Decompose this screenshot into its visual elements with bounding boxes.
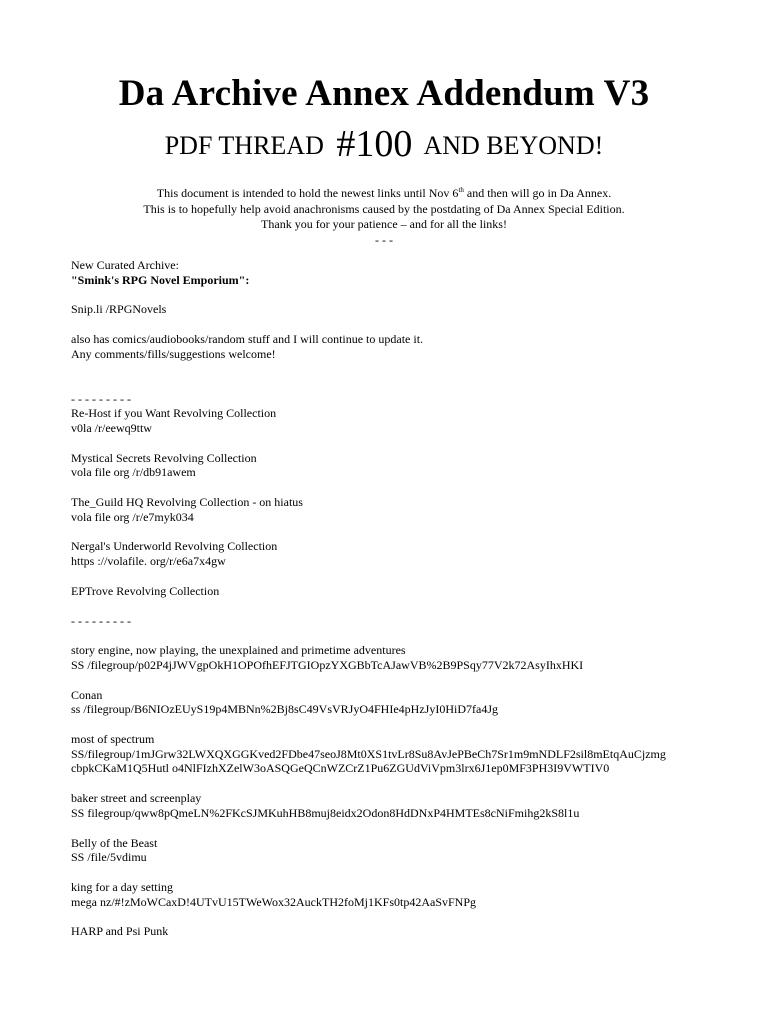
intro-line-1-text: This document is intended to hold the newest links until Nov 6 (156, 186, 459, 200)
ordinal-suffix: th (458, 186, 464, 194)
collection-name: Re-Host if you Want Revolving Collection (71, 406, 277, 421)
collection-name: EPTrove Revolving Collection (71, 583, 220, 598)
entry-link[interactable]: SS /filegroup/p02P4jJWVgpOkH1OPOfhEFJTGIOpzYXGBbTcAJawVB%2B9PSqy77V2k72AsyIhxHKI (71, 657, 584, 672)
subtitle-prefix: PDF THREAD (164, 131, 324, 160)
document-body (71, 258, 751, 939)
intro-line-3: Thank you for your patience – and for all the links! (261, 217, 507, 231)
collection-name: Mystical Secrets Revolving Collection (71, 450, 257, 465)
collection-name: Nergal's Underworld Revolving Collection (71, 539, 278, 554)
intro-divider: - - - (375, 232, 393, 247)
entry-link[interactable]: SS filegroup/qww8pQmeLN%2FKcSJMKuhHB8muj8eidx2Odon8HdDNxP4HMTEs8cNiFmihg2kS8l1u (71, 805, 580, 820)
entry-name: king for a day setting (71, 879, 173, 894)
entry-link[interactable]: ss /filegroup/B6NIOzEUyS19p4MBNn%2Bj8sC49VsVRJyO4FHIe4pHzJyI0HiD7fa4Jg (71, 702, 498, 717)
entry-link[interactable]: cbpkCKaM1Q5Hutl o4NlFIzhXZelW3oASQGeQCnWZCrZ1Pu6ZGUdViVpm3lrx6J1ep0MF3PH3I9VWTIV0 (71, 761, 610, 776)
curated-archive-link[interactable]: Snip.li /RPGNovels (71, 302, 167, 317)
collection-link[interactable]: v0la /r/eewq9ttw (71, 420, 152, 435)
entry-name: Conan (71, 687, 103, 702)
entry-link[interactable]: SS/filegroup/1mJGrw32LWXQXGGKved2FDbe47seoJ8Mt0XS1tvLr8Su8AvJePBeCh7Sr1m9mNDLF2sil8mEtqAuCjzmg (71, 746, 666, 761)
collection-name: The_Guild HQ Revolving Collection - on hiatus (71, 495, 303, 510)
curated-note: also has comics/audiobooks/random stuff and I will continue to update it. (71, 332, 424, 347)
document-subtitle (0, 124, 768, 166)
intro-line-1-end: and then will go in Da Annex. (463, 186, 612, 200)
curated-note: Any comments/fills/suggestions welcome! (71, 346, 276, 361)
section-divider: - - - - - - - - - (71, 391, 131, 406)
curated-label: New Curated Archive: (71, 258, 179, 272)
intro-block (0, 183, 768, 248)
entry-name: Belly of the Beast (71, 835, 158, 850)
entry-link[interactable]: SS /file/5vdimu (71, 850, 147, 865)
entry-name: HARP and Psi Punk (71, 924, 169, 939)
entry-name: story engine, now playing, the unexplained and primetime adventures (71, 643, 406, 658)
thread-number: #100 (336, 123, 413, 165)
subtitle-suffix: AND BEYOND! (423, 131, 604, 160)
intro-line-2: This is to hopefully help avoid anachronisms caused by the postdating of Da Annex Special Edition. (143, 201, 625, 216)
collection-link[interactable]: https ://volafile. org/r/e6a7x4gw (71, 554, 226, 569)
document-title: Da Archive Annex Addendum V3 (118, 73, 650, 114)
entry-name: most of spectrum (71, 732, 155, 747)
curated-archive-name: "Smink's RPG Novel Emporium": (71, 272, 250, 287)
intro-line-1 (0, 183, 768, 202)
entry-name: baker street and screenplay (71, 791, 202, 806)
section-divider: - - - - - - - - - (71, 613, 131, 628)
collection-link[interactable]: vola file org /r/e7myk034 (71, 509, 194, 524)
entry-link[interactable]: mega nz/#!zMoWCaxD!4UTvU15TWeWox32AuckTH2foMj1KFs0tp42AaSvFNPg (71, 894, 477, 909)
collection-link[interactable]: vola file org /r/db91awem (71, 465, 196, 480)
